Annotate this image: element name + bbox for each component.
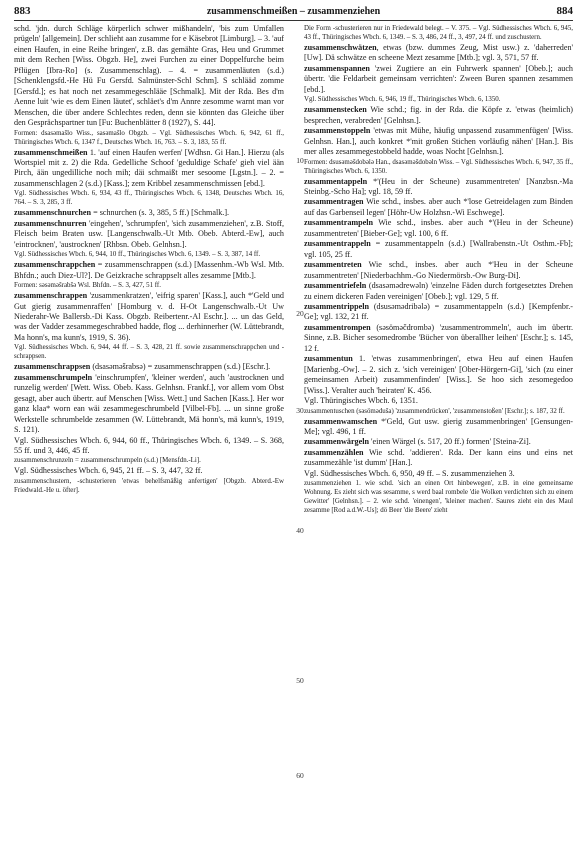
reference-note: zusammenziehen 1. wie schd. 'sich an einen Ort hinbewegen', z.B. in eine gemeinsame Wohnung. Es zieht sich was sesamme, s werd baal rombele 'die Wolken verdichten sich zu einem Gewitter' [Gelnhsn.]. – 2. wie schd. 'einengen', 'kleiner machen'. Saures zieht ein des Maul zesamme [Rod a.d.W.-Us]; dö Beer 'die Beere' zieht [304,480,573,515]
reference-note: Formen: dsasəmašlo Wiss., sasəmašlo Obgzb. – Vgl. Südhessisches Wbch. 6, 942, 61 ff., Thüringisches Wbch. 6, 1347 f., Deutsches Wbch. 16, 763. – S. 3, 183, 55 ff. [14,129,284,146]
dictionary-entry: zusammenschnurchen = schnurchen (s. 3, 385, 5 ff.) [Schmalk.]. [14,208,230,218]
entry-headword: zusammenwamschen [304,416,378,426]
dictionary-entry: zusammentrampeln Wie schd., insbes. aber auch *'(Heu in der Scheune) zusammentreten' [Bieber-Ge]; vgl. 100, 6 ff. [304,218,573,238]
header-rule [14,20,573,21]
reference-note: Vgl. Südhessisches Wbch. 6, 944, 44 ff. – S. 3, 428, 21 ff. sowie zusammenschrappchen und -schrappsen. [14,344,284,361]
dictionary-entry: zusammenstoppeln 'etwas mit Mühe, häufig unpassend zusammenfügen' [Wiss. Gelnhsn. Han.], auch konkret *'mit großen Stichen vorläufig nähen' [Han.]. Bis mer alles zesammegestobbeld hadde, woas Nocht [Gelnhsn.]. [304,126,573,157]
entry-headword: zusammenzählen [304,447,364,457]
dictionary-entry: zusammenschrappchen = zusammenschrappen (s.d.) [Massenhm.-Wb Wsl. Mtb. Bhfdn.; auch Diez-Ul?]. De Geizkrache schrappselt alles zesamme [Mtb.]. [14,260,284,280]
line-number: 60 [296,771,304,780]
entry-headword: zusammenstoppeln [304,126,371,136]
dictionary-entry: zusammenwärgeln 'einen Wärgel (s. 517, 20 ff.) formen' [Steina-Zi]. [304,437,531,447]
dictionary-entry: Vgl. Thüringisches Wbch. 6, 1351. [304,396,418,406]
entry-headword: zusammentriefeln [304,281,367,291]
entry-headword: zusammentrippeln [304,301,369,311]
dictionary-entry: zusammenschrappsen (dsasəməšrabsə) = zusammenschrappen (s.d.) [Eschr.]. [14,362,271,372]
dictionary-entry: Vgl. Südhessisches Wbch. 6, 950, 49 ff. – S. zusammenziehen 3. [304,468,515,478]
dictionary-entry: zusammentriefeln (dsasəmədrewəln) 'einzelne Fäden durch fortgesetztes Drehen zu einem dickeren Faden vereinigen' [Obeb.]; vgl. 129, 5 ff. [304,281,573,301]
dictionary-entry: zusammentrompen (səsöməčdrombə) 'zusammentrommeln', auch im übertr. Sinne, z.B. Bicher sesomedrombe 'Bücher von überallher leihen' [Eschr.]; s. 145, 12 f. [304,322,573,353]
entry-headword: zusammenschrappen [14,291,88,301]
left-column [14,24,284,496]
reference-note: Die Form -schusterieren nur in Friedewald belegt. – V. 375. – Vgl. Südhessisches Wbch. 6, 945, 43 ff., Thüringisches Wbch. 6, 1349. – S. 3, 486, 24 ff., 3, 497, 24 ff. und zuschustern. [304,25,573,41]
dictionary-entry: zusammentrappeln = zusammentappeln (s.d.) [Wallrabenstn.-Ut Osthm.-Fb]; vgl. 105, 25 ff. [304,239,573,259]
entry-headword: zusammenschnurren [14,218,87,228]
reference-note: Vgl. Südhessisches Wbch. 6, 934, 43 ff., Thüringisches Wbch. 6, 1348, Deutsches Wbch. 16, 764. – S. 3, 285, 3 ff. [14,190,284,207]
dictionary-entry: zusammenschrumpeln 'einschrumpfen', 'kleiner werden', auch 'austrocknen und runzelig werden' [Wett. Wiss. Obeb. Kass. Gelnhsn. Frankf.], vor allem vom Obst gesagt, aber auch übertr. auf Menschen [Wiss. Wett.] und Sachen [Kass.]. Her wor ganz klaa* worn ean wäi zesammegeschrumbeld [Vilbel-Fb]. ... un sinne große Werkstelle schrumbelde zesammen (W. Lüttebrandt, Mä honn's, mä kunn's, 1919, S. 121). [14,372,284,435]
entry-headword: zusammentrappeln [304,239,371,249]
line-number: 50 [296,676,304,685]
entry-headword: zusammentreten [304,260,362,270]
page-number-left: 883 [14,5,31,17]
dictionary-entry: zusammenschmeißen 1. 'auf einen Haufen werfen' [Wdhsn. Gi Han.]. Hierzu (als Wortspiel mit z. 2) die Rda. Gedelliche Schoof 'geduldige Schafe' gieh viel ään Pirch, ään ungedilliche noch mih; däi schmaißt mer sesoome [Lgstn.]. – 2. = zusammenschlagen 2 (s.d.) [Kass.]; zem Kribbel zesammenschmissen [ebd.]. [14,147,284,188]
dictionary-entry: zusammentrippeln (dsusəmədribələ) = zusammentappeln (s.d.) [Kempfenbr.-Ge]; vgl. 132, 21 ff. [304,301,573,322]
entry-headword: zusammentragen [304,197,364,207]
dictionary-entry: Vgl. Südhessisches Wbch. 6, 945, 21 ff. – S. 3, 447, 32 ff. [14,466,203,476]
entry-headword: zusammenschrappsen [14,362,91,372]
dictionary-entry: zusammenwamschen *'Geld, Gut usw. gierig zusammenbringen' [Gensungen-Me]; vgl. 496, 1 ff. [304,416,573,436]
entry-headword: zusammenschmeißen [14,147,88,157]
reference-note: zusammenschustern, -schusterieren 'etwas behelfsmäßig anfertigen' [Obgzb. Abterd.-Ew Friedwald.-He u. öfter]. [14,477,284,494]
dictionary-entry: zusammenschnurren 'eingehen', 'schrumpfen', 'sich zusammenziehen', z.B. Stoff, Fleisch beim Braten usw. [Langenschwalb.-Ut Mtb. Obeb. Abterd.-Ew], auch 'eintrocknen', 'austrocknen' [Rhbsn. Obeb. Gelnhsn.]. [14,218,284,249]
line-number: 40 [296,526,304,535]
reference-note: Vgl. Südhessisches Wbch. 6, 946, 19 ff., Thüringisches Wbch. 6, 1350. [304,96,501,104]
dictionary-entry: zusammenschwätzen, etwas (bzw. dummes Zeug, Mist usw.) z. 'daherreden' [Uw]. Dä schwätze en scheene Mezt zesamme [Mtb.]; vgl. 3, 571, 57 ff. [304,43,573,63]
line-number: 20 [296,309,304,318]
entry-headword: zusammenspannen [304,63,370,73]
dictionary-entry: zusammenstecken Wie schd.; fig. in der Rda. die Köpfe z. 'etwas (heimlich) besprechen, verabreden' [Gelnhsn.]. [304,105,573,125]
dictionary-entry: zusammenspannen 'zwei Zugtiere an ein Fuhrwerk spannen' [Obeb.]; auch übertr. 'die Feldarbeit gemeinsam verrichten': Zween Buren spannen zesammen [ebd.]. [304,63,573,94]
reference-note: Formen: dsusəməšdobələ Han., dsasəməšdobəln Wiss. – Vgl. Südhessisches Wbch. 6, 947, 35 ff., Thüringisches Wbch. 6, 1350. [304,158,573,175]
dictionary-entry: schd. 'jdn. durch Schläge körperlich schwer mißhandeln', 'bis zum Umfallen prügeln' [allgemein]. Der schlieht aan zusamme for e Käsebrot [Limburg]. – 3. 'auf einen Haufen, in eine Reihe bringen', z.B. das gemähte Gras, Heu und Grummet mit dem Rechen [Wiss. Obgzb. He], zwei Furchen zu einer Doppelfurche beim Pflügen [Ibra-Ro] (s. Zusammenschlag). – 4. = zusammenläuten (s.d.) [Schenklengsfd.-He Hü Fu Gersfd. Salmünster-Schl Schm]. S schlääd zomme [Gersfd.]; es hat noch net zesammegeschlääe [Schmalk]. Mit der Rda. Bes d'm Aenne luit 'wie es dem Einen läutet', schläet's d'm Annre zesomme warnt man vor Menschen, die über andere Schlechtes reden, denn sie könnten das Gleiche über den Gesprächspartner tun [Fu: Buchenblätter 8 (1927), S. 44]. [14,24,284,128]
entry-headword: zusammentrampeln [304,218,374,228]
reference-note: zusammenschrunzeln = zusammenschrumpeln (s.d.) [Mensfdn.-Li]. [14,457,201,465]
running-title: zusammenschmeißen – zusammenziehen [206,6,381,17]
right-column [304,24,573,516]
line-number: 30 [296,406,304,415]
reference-note: zusammentuschen (səsöməduša) 'zusammendrücken', 'zusammenstoßen' [Eschr.]; s. 187, 32 ff. [304,407,565,415]
dictionary-entry: zusammenzählen Wie schd. 'addieren'. Rda. Der kann eins und eins net zusammezähle 'ist dumm' [Han.]. [304,447,573,468]
entry-headword: zusammentun [304,354,353,364]
dictionary-entry: zusammentreten Wie schd., insbes. aber auch *'Heu in der Scheune zusammentreten' [Niederbachhm.-Go Niedermörsb.-Ow Burg-Di]. [304,260,573,280]
dictionary-entry: Vgl. Südhessisches Wbch. 6, 944, 60 ff., Thüringisches Wbch. 6, 1349. – S. 368, 55 ff. und 3, 446, 45 ff. [14,435,284,455]
entry-headword: zusammentappeln [304,176,368,186]
entry-headword: zusammentrompen [304,322,371,332]
dictionary-entry: zusammentappeln *'(Heu in der Scheune) zusammentreten' [Nanzbsn.-Ma Steinbg.-Scho Ha]; vgl. 18, 59 ff. [304,176,573,196]
entry-headword: zusammenschrumpeln [14,372,93,382]
dictionary-entry: zusammentragen Wie schd., insbes. aber auch *'lose Getreidelagen zum Binden auf das Garbenseil legen' [Höhr-Uw Holzhsn.-Wi Eschwege]. [304,197,573,217]
entry-headword: zusammenwärgeln [304,437,369,447]
entry-headword: zusammenschnurchen [14,208,92,218]
entry-headword: zusammenschrappchen [14,260,96,270]
entry-headword: zusammenschwätzen [304,43,377,52]
line-number: 10 [296,156,304,165]
page-number-right: 884 [556,5,573,17]
dictionary-entry: zusammenschrappen 'zusammenkratzen', 'eifrig sparen' [Kass.], auch *'Geld und Gut gierig zusammenraffen' [Homburg v. d. H-Ot Langenschwalb.-Ut Uw Niederahr-We Ballersb.-Di Kass. Obgzb. Reibertenr.-Al Eschr.]. ... un das Geld, was der Vadder zesammegeschrabbed hadde, flog ... derhinnerher (W. Lüttebrandt, Ma honn's, ma kunn's, 1919, S. 36). [14,291,284,342]
entry-headword: zusammenstecken [304,105,367,115]
dictionary-entry: zusammentun 1. 'etwas zusammenbringen', etwa Heu auf einen Haufen [Marienbg.-Ow]. – 2. sich z. 'sich vereinigen' [Ober-Hörgern-Gi], 'sich (zu einer gemeinsamen Arbeit) zusammenfinden' [Wiss.]. Se hoo sich zesomegedoo [Wiss.]. Veralter auch 'heiraten' K. 456. [304,354,573,395]
reference-note: Vgl. Südhessisches Wbch. 6, 944, 10 ff., Thüringisches Wbch. 6, 1349. – S. 3, 387, 14 ff. [14,251,261,259]
reference-note: Formen: səsəməšrabšə Wsl. Bhfdn. – S. 3, 427, 51 ff. [14,282,161,290]
